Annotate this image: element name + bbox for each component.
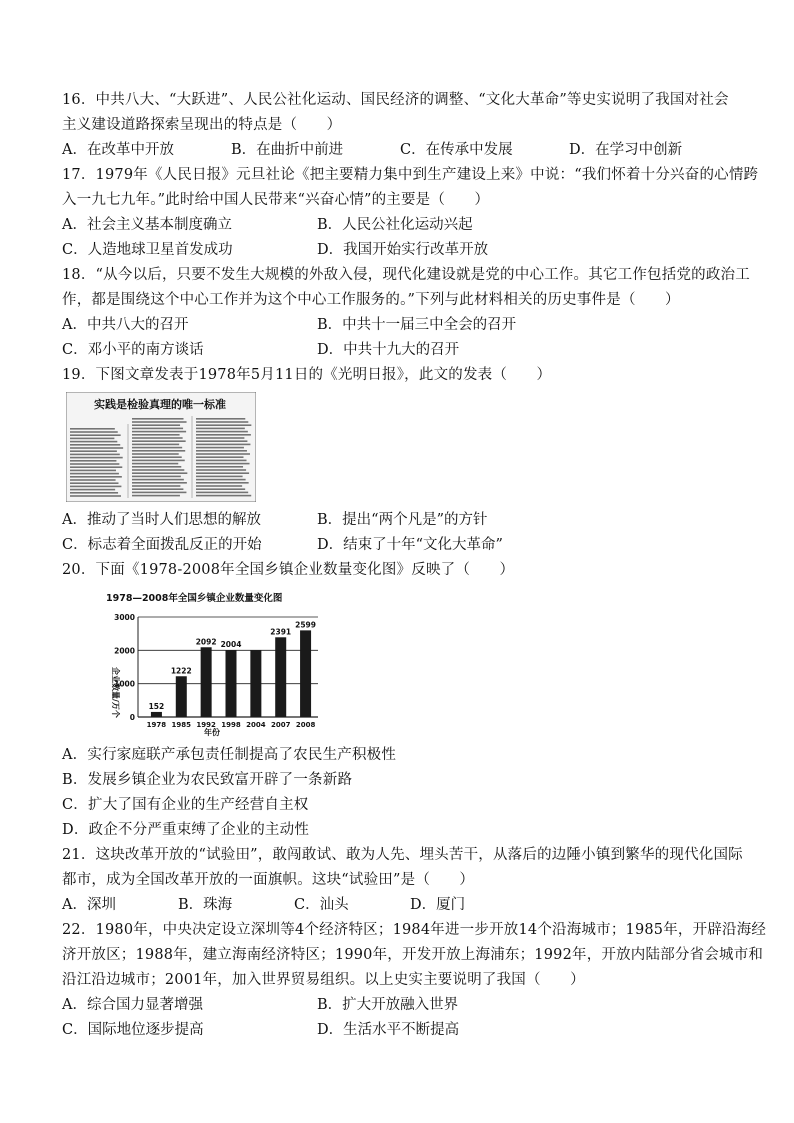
question-17-options-row-1 [62,213,738,238]
chart-bar-1992 [201,647,212,717]
question-19-options-row-1 [62,508,738,533]
question-22 [62,918,767,1043]
chart-x-tick-label: 1985 [171,721,192,729]
chart-x-label: 年份 [204,728,220,737]
question-16-options [62,138,738,163]
option-b[interactable]: B．珠海 [178,897,233,913]
chart-y-tick-label: 2000 [114,646,135,656]
option-a[interactable]: A．综合国力显著增强 [62,997,203,1013]
option-a[interactable]: A．推动了当时人们思想的解放 [62,512,261,528]
question-19-stem-line-1: 19．下图文章发表于1978年5月11日的《光明日报》，此文的发表（ ） [62,367,552,383]
chart-x-tick-label: 1998 [221,721,241,729]
question-18-stem-line-1: 18．“从今以后，只要不发生大规模的外敌入侵，现代化建设就是党的中心工作。其它工作包括党的政治工 [62,267,750,283]
newspaper-clipping-image [66,392,256,502]
question-20-option-a[interactable]: A．实行家庭联产承包责任制提高了农民生产积极性 [62,747,397,763]
chart-x-tick-label: 1978 [146,721,167,729]
chart-bar-1998 [226,650,237,717]
option-d[interactable]: D．中共十九大的召开 [317,342,460,358]
option-a[interactable]: A．深圳 [62,897,116,913]
option-c[interactable]: C．国际地位逐步提高 [62,1022,204,1038]
enterprise-bar-chart [104,589,324,739]
question-20-option-d[interactable]: D．政企不分严重束缚了企业的主动性 [62,822,310,838]
chart-x-tick-label: 2007 [270,721,291,729]
chart-data-label: 1222 [170,666,192,676]
chart-data-label: 152 [148,701,165,711]
option-d[interactable]: D．厦门 [410,897,466,913]
question-22-stem-line-3: 沿江沿边城市；2001年，加入世界贸易组织。以上史实主要说明了我国（ ） [62,972,585,988]
chart-y-label: 企业数量/万个 [111,667,120,718]
option-c[interactable]: C．邓小平的南方谈话 [62,342,204,358]
question-17-options-row-2 [62,238,738,263]
chart-data-label: 2004 [220,640,242,650]
question-18-stem-line-2: 作，都是围绕这个中心工作并为这个中心工作服务的。”下列与此材料相关的历史事件是（ ） [62,292,680,308]
option-d[interactable]: D．我国开始实行改革开放 [317,242,489,258]
option-d[interactable]: D．生活水平不断提高 [317,1022,460,1038]
question-17-stem-line-2: 入一九七九年。”此时给中国人民带来“兴奋心情”的主要是（ ） [62,192,490,208]
question-16-stem-line-1: 16．中共八大、“大跃进”、人民公社化运动、国民经济的调整、“文化大革命”等史实说明了我国对社会 [62,92,729,108]
question-17 [62,163,759,263]
question-20-option-c[interactable]: C．扩大了国有企业的生产经营自主权 [62,797,309,813]
question-16-stem-line-2: 主义建设道路探索呈现出的特点是（ ） [62,117,342,133]
option-d[interactable]: D．结束了十年“文化大革命” [317,537,503,553]
chart-title: 1978—2008年全国乡镇企业数量变化图 [106,593,283,604]
question-18 [62,263,750,363]
question-19-options-row-2 [62,533,738,558]
question-22-stem-line-1: 22．1980年，中央决定设立深圳等4个经济特区；1984年进一步开放14个沿海城市；1985年，开辟沿海经 [62,922,767,938]
question-19 [62,363,738,558]
option-b[interactable]: B．中共十一届三中全会的召开 [317,317,517,333]
question-20 [62,558,738,843]
option-b[interactable]: B．人民公社化运动兴起 [317,217,473,233]
chart-data-label: 2391 [270,627,292,637]
question-20-option-b[interactable]: B．发展乡镇企业为农民致富开辟了一条新路 [62,772,353,788]
question-22-stem-line-2: 济开放区；1988年，建立海南经济特区；1990年，开发开放上海浦东；1992年，开放内陆部分省会城市和 [62,947,764,963]
option-c[interactable]: C．在传承中发展 [400,142,513,158]
chart-bar-2004 [250,650,261,717]
question-18-options-row-2 [62,338,738,363]
option-b[interactable]: B．在曲折中前进 [231,142,344,158]
chart-bar-2007 [275,637,286,717]
option-a[interactable]: A．在改革中开放 [62,142,174,158]
chart-y-tick-label: 1000 [114,679,135,689]
option-c[interactable]: C．标志着全面拨乱反正的开始 [62,537,262,553]
question-22-options-row-1 [62,993,738,1018]
question-17-stem-line-1: 17．1979年《人民日报》元旦社论《把主要精力集中到生产建设上来》中说：“我们怀着十分兴奋的心情跨 [62,167,759,183]
question-21 [62,843,743,918]
question-22-options-row-2 [62,1018,738,1043]
chart-x-tick-label: 1992 [196,721,216,729]
option-b[interactable]: B．扩大开放融入世界 [317,997,459,1013]
exam-page [62,88,767,1043]
question-20-stem-line-1: 20．下面《1978-2008年全国乡镇企业数量变化图》反映了（ ） [62,562,515,578]
chart-data-label: 2599 [295,620,317,630]
chart-bar-1978 [151,712,162,717]
question-21-options [62,893,738,918]
question-21-stem-line-2: 都市，成为全国改革开放的一面旗帜。这块“试验田”是（ ） [62,872,475,888]
chart-x-tick-label: 2008 [295,721,316,729]
option-a[interactable]: A．中共八大的召开 [62,317,189,333]
chart-bar-1985 [176,676,187,717]
chart-y-tick-label: 0 [129,713,135,722]
option-b[interactable]: B．提出“两个凡是”的方针 [317,512,488,528]
option-c[interactable]: C．汕头 [294,897,349,913]
option-d[interactable]: D．在学习中创新 [569,142,683,158]
chart-y-tick-label: 3000 [114,613,135,622]
question-21-stem-line-1: 21．这块改革开放的“试验田”，敢闯敢试、敢为人先、埋头苦干，从落后的边陲小镇到繁华的现代化国际 [62,847,743,863]
chart-bar-2008 [300,630,311,717]
option-c[interactable]: C．人造地球卫星首发成功 [62,242,233,258]
chart-data-label: 2092 [195,637,217,647]
question-16 [62,88,738,163]
question-18-options-row-1 [62,313,738,338]
newspaper-headline: 实践是检验真理的唯一标准 [94,398,226,411]
chart-x-tick-label: 2004 [246,721,266,729]
option-a[interactable]: A．社会主义基本制度确立 [62,217,232,233]
